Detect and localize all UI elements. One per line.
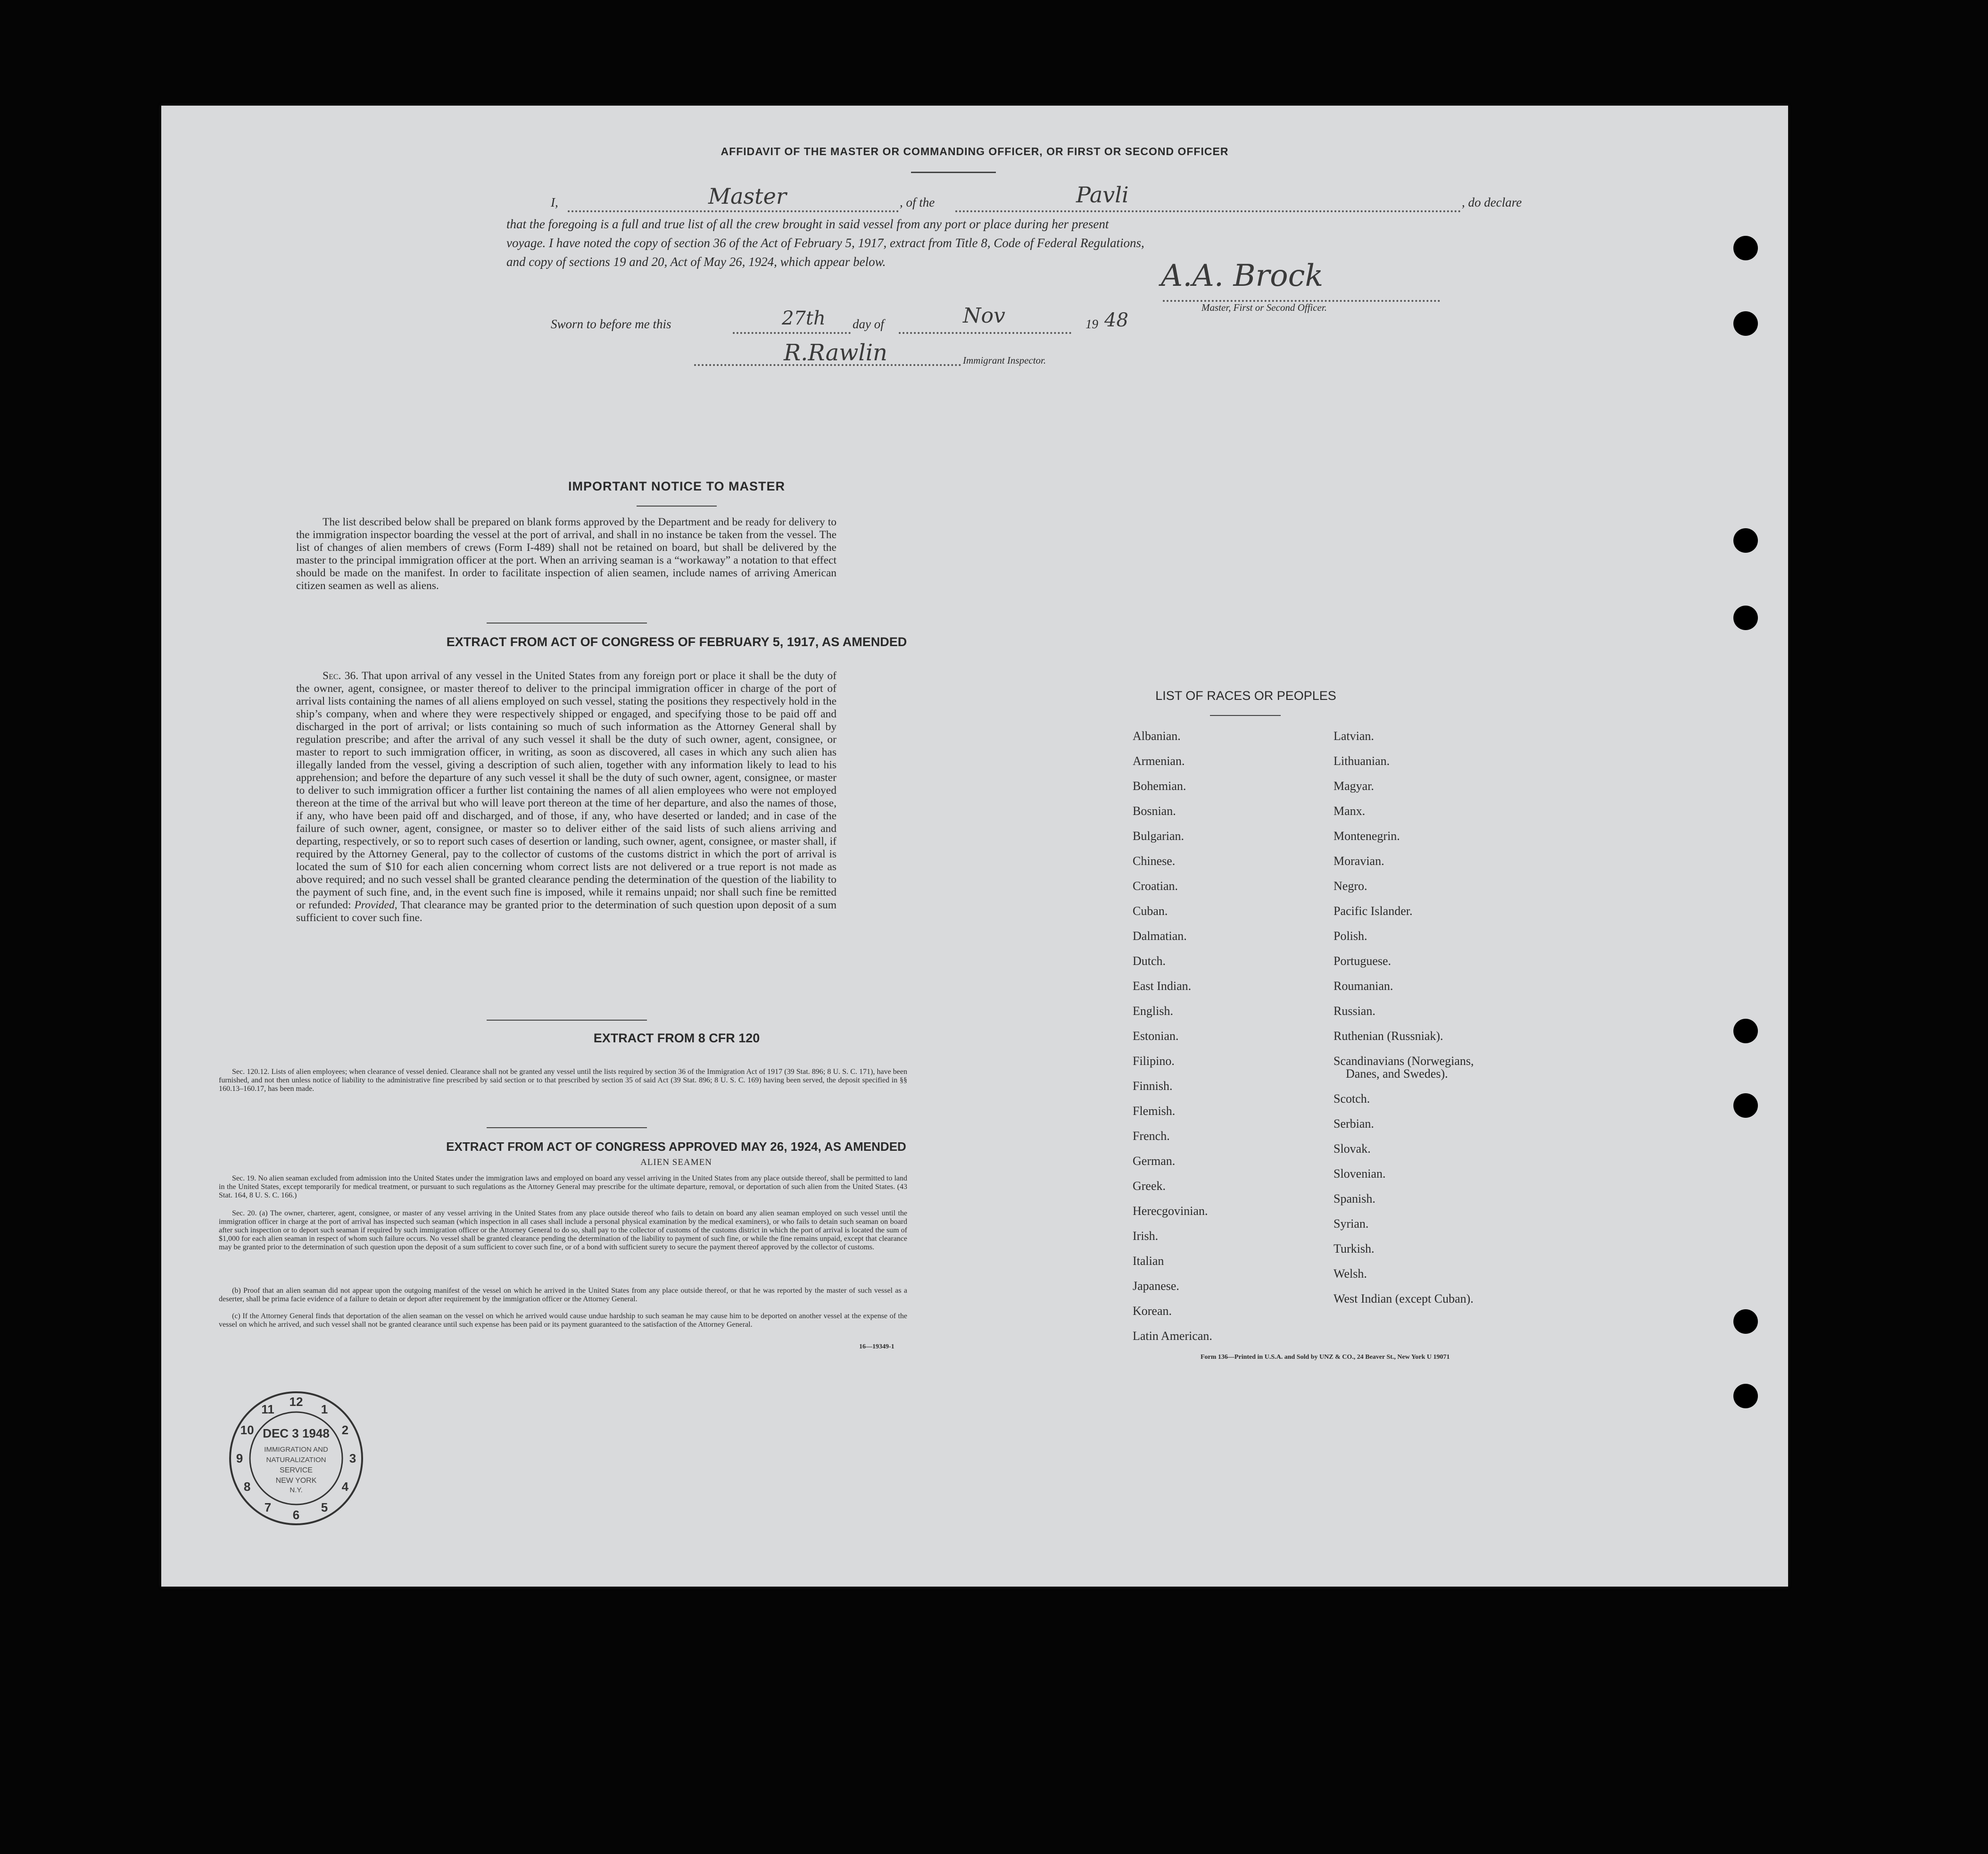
race-item: Polish. xyxy=(1334,929,1367,943)
punch-hole xyxy=(1733,1019,1758,1043)
race-item: Filipino. xyxy=(1133,1054,1175,1068)
race-item: Ruthenian (Russniak). xyxy=(1334,1029,1443,1043)
race-item: Russian. xyxy=(1334,1004,1375,1018)
affidavit-declare-label: , do declare xyxy=(1462,195,1522,209)
extract1917-body-end: That clearance may be granted prior to the determination of such question upon deposit of a sum sufficient to cover such fine. xyxy=(296,899,837,924)
race-item: Estonian. xyxy=(1133,1029,1179,1043)
race-item: West Indian (except Cuban). xyxy=(1334,1292,1474,1305)
inspector-caption: Immigrant Inspector. xyxy=(963,355,1046,366)
affidavit-of-the-label: , of the xyxy=(900,195,935,209)
races-title: LIST OF RACES OR PEOPLES xyxy=(1155,689,1336,703)
stamp-ring-number: 5 xyxy=(321,1500,328,1514)
race-item: Montenegrin. xyxy=(1334,829,1400,843)
extract1924-sec20c: (c) If the Attorney General finds that deportation of the alien seaman on the vessel on which he arrived would cause undue hardship to such seaman he may cause him to be deported on another vessel at the expense of the vessel on which he arrived, and such vessel shall not be granted clearance until such expense has been paid or its payment guaranteed to the satisfaction of the Attorney General. xyxy=(219,1312,907,1329)
notice-title: IMPORTANT NOTICE TO MASTER xyxy=(568,479,785,493)
punch-hole xyxy=(1733,606,1758,630)
race-item: Cuban. xyxy=(1133,904,1168,918)
day-fill-line xyxy=(733,332,851,334)
race-item: English. xyxy=(1133,1004,1173,1018)
affidavit-body-line3: voyage. I have noted the copy of section 36 of the Act of February 5, 1917, extract from Title 8, Code of Federal Regulations, xyxy=(506,236,1144,250)
race-item: Syrian. xyxy=(1334,1217,1369,1230)
extract1924-subtitle: ALIEN SEAMEN xyxy=(640,1157,712,1167)
stamp-ring-number: 1 xyxy=(321,1402,328,1417)
extract1924-title: EXTRACT FROM ACT OF CONGRESS APPROVED MAY 26, 1924, AS AMENDED xyxy=(446,1139,906,1154)
affidavit-body-line2: that the foregoing is a full and true list of all the crew brought in said vessel from any port or place during her present xyxy=(506,217,1109,231)
race-item: Magyar. xyxy=(1334,779,1374,793)
stamp-ring-number: 4 xyxy=(341,1480,349,1494)
race-item: Scotch. xyxy=(1334,1092,1370,1106)
notice-title-rule xyxy=(637,506,717,507)
stamp-line4: NEW YORK xyxy=(275,1477,317,1485)
handwritten-month: Nov xyxy=(963,304,1005,328)
races-title-rule xyxy=(1210,715,1281,716)
race-item: Latvian. xyxy=(1334,729,1374,743)
races-right-column xyxy=(1334,723,1474,1311)
race-item: Roumanian. xyxy=(1334,979,1393,993)
punch-hole xyxy=(1733,236,1758,260)
race-item: Japanese. xyxy=(1133,1279,1179,1293)
race-item: Bulgarian. xyxy=(1133,829,1185,843)
stamp-ring-number: 6 xyxy=(292,1508,300,1522)
race-item: Slovenian. xyxy=(1334,1167,1386,1181)
punch-hole xyxy=(1733,311,1758,336)
race-item: Chinese. xyxy=(1133,854,1176,868)
stamp-ring-number: 2 xyxy=(341,1423,349,1437)
name-fill-line xyxy=(568,210,899,212)
extract1917-end-rule xyxy=(487,1020,647,1021)
race-item: Armenian. xyxy=(1133,754,1185,768)
stamp-line5: N.Y. xyxy=(290,1486,303,1494)
punch-hole xyxy=(1733,1093,1758,1118)
stamp-line1: IMMIGRATION AND xyxy=(264,1446,328,1454)
inspector-signature: R.Rawlin xyxy=(784,340,887,366)
races-left-column xyxy=(1133,723,1212,1348)
affidavit-title: AFFIDAVIT OF THE MASTER OR COMMANDING OFFICER, OR FIRST OR SECOND OFFICER xyxy=(721,145,1229,158)
race-item: Manx. xyxy=(1334,804,1366,818)
race-item: Albanian. xyxy=(1133,729,1181,743)
handwritten-day: 27th xyxy=(782,308,826,329)
stamp-ring-number: 11 xyxy=(261,1402,274,1417)
affidavit-title-rule xyxy=(911,172,996,173)
punch-hole xyxy=(1733,528,1758,553)
affidavit-i-label: I, xyxy=(551,195,558,209)
extract1924-sec20a: Sec. 20. (a) The owner, charterer, agent, consignee, or master of any vessel arriving in the United States from any place outside thereof who fails to detain on board any alien seaman employed on such vessel until the immigration officer in charge at the port of arrival has inspected such seaman (which inspection in all cases shall include a personal physical examination by the medical examiners), or who fails to detain such seaman on board after such inspection or to deport such seaman if required by such immigration officer or the Attorney General to do so, shall pay to the collector of customs of the customs district in which the port of arrival is located the sum of $1,000 for each alien seaman in respect of whom such failure occurs. No vessel shall be granted clearance pending the determination of the liability to payment of such fine, or while the fine remains unpaid, except that clearance may be granted prior to the determination of such question upon the deposit of a sum sufficient to cover such fine, or of a bond with sufficient surety to secure the payment thereof approved by the collector of customs. xyxy=(219,1209,907,1251)
extract1917-text xyxy=(296,670,837,924)
race-item: Scandinavians (Norwegians, xyxy=(1334,1054,1474,1068)
race-item: German. xyxy=(1133,1154,1176,1168)
handwritten-year: 48 xyxy=(1104,309,1128,331)
race-item: Herecgovinian. xyxy=(1133,1204,1208,1218)
extract1924-form-number: 16—19349-1 xyxy=(859,1343,895,1350)
day-of-label: day of xyxy=(853,317,884,331)
affidavit-body-line4: and copy of sections 19 and 20, Act of May 26, 1924, which appear below. xyxy=(506,255,886,269)
stamp-ring-number: 8 xyxy=(243,1480,251,1494)
stamp-line2: NATURALIZATION xyxy=(266,1456,326,1464)
race-item: French. xyxy=(1133,1129,1170,1143)
stamp-date: DEC 3 1948 xyxy=(263,1426,330,1440)
extract1924-sec20b: (b) Proof that an alien seaman did not appear upon the outgoing manifest of the vessel on which he arrived in the United States from any place outside thereof, or that he was reported by the master of such vessel as a deserter, shall be prima facie evidence of a failure to detain or deport after requirement by the immigration officer or the Attorney General. xyxy=(219,1287,907,1303)
cfr-end-rule xyxy=(487,1127,647,1128)
stamp-ring-number: 9 xyxy=(236,1451,243,1465)
immigration-stamp xyxy=(225,1388,367,1529)
master-signature: A.A. Brock xyxy=(1161,258,1324,293)
sworn-label: Sworn to before me this xyxy=(551,317,671,331)
race-item: Pacific Islander. xyxy=(1334,904,1413,918)
race-item: Danes, and Swedes). xyxy=(1346,1067,1448,1081)
race-item: Korean. xyxy=(1133,1304,1172,1318)
handwritten-vessel-name: Pavli xyxy=(1076,182,1129,208)
race-item: Croatian. xyxy=(1133,879,1178,893)
month-fill-line xyxy=(899,332,1071,334)
race-item: Spanish. xyxy=(1334,1192,1375,1206)
race-item: Negro. xyxy=(1334,879,1367,893)
race-item: Irish. xyxy=(1133,1229,1159,1243)
punch-hole xyxy=(1733,1384,1758,1408)
punch-hole xyxy=(1733,1309,1758,1334)
extract1917-section-label: Sec. 36. xyxy=(323,670,359,682)
race-item: Dalmatian. xyxy=(1133,929,1187,943)
extract1917-body: That upon arrival of any vessel in the United States from any foreign port or place it shall be the duty of the owner, agent, consignee, or master thereof to deliver to the principal immigration officer in charge of the port of arrival lists containing the names of all aliens employed on such vessel, stating the positions they respectively hold in the ship’s company, when and where they were respectively shipped or engaged, and specifying those to be paid off and discharged in the port of arrival; or lists containing so much of such information as the Attorney General shall by regulation prescribe; and after the arrival of any such vessel it shall be the duty of such owner, agent, consignee, or master to report to such immigration officer, in writing, as soon as discovered, all cases in which any such alien has illegally landed from the vessel, giving a description of such alien, together with any information likely to lead to his apprehension; and before the departure of any such vessel it shall be the duty of such owner, agent, consignee, or master to deliver to such immigration officer a further list containing the names of all alien employees who were not employed thereon at the time of the arrival but who will leave port thereon at the time of her departure, and also the names of those, if any, who have been paid off and discharged, and of those, if any, who have deserted or landed; and in case of the failure of such owner, agent, consignee, or master so to deliver either of the said lists of such aliens arriving and departing, respectively, or so to report such cases of desertion or landing, such owner, agent, consignee, or master shall, if required by the Attorney General, pay to the collector of customs of the customs district in which the port of arrival is located the sum of $10 for each alien concerning whom correct lists are not delivered or a true report is not made as above required; and no such vessel shall be granted clearance pending the determination of the question of the liability to the payment of such fine, and, in the event such fine is imposed, while it remains unpaid; nor shall such fine be remitted or refunded: xyxy=(296,670,837,911)
stamp-ring-number: 7 xyxy=(264,1500,272,1514)
cfr-text: Sec. 120.12. Lists of alien employees; when clearance of vessel denied. Clearance shall not be granted any vessel until the lists required by section 36 of the Immigration Act of 1917 (39 Stat. 896; 8 U. S. C. 171), have been furnished, and not then unless notice of liability to the administrative fine prescribed by said section or to that prescribed by section 35 of said Act (39 Stat. 896; 8 U. S. C. 169) having been served, the deposit specified in §§ 160.13–160.17, has been made. xyxy=(219,1068,907,1093)
race-item: Slovak. xyxy=(1334,1142,1371,1156)
race-item: Italian xyxy=(1133,1254,1164,1268)
extract1924-sec19: Sec. 19. No alien seaman excluded from admission into the United States under the immigration laws and employed on board any vessel arriving in the United States from any place outside thereof, shall be permitted to land in the United States, except temporarily for medical treatment, or pursuant to such regulations as the Attorney General may prescribe for the ultimate departure, removal, or deportation of such alien from the United States. (43 Stat. 164, 8 U. S. C. 166.) xyxy=(219,1174,907,1199)
race-item: Moravian. xyxy=(1334,854,1384,868)
notice-text: The list described below shall be prepared on blank forms approved by the Department and be ready for delivery to the immigration inspector boarding the vessel at the port of arrival, and shall in no instance be taken from the vessel. The list of changes of alien members of crews (Form I-489) shall not be retained on board, but shall be delivered by the master to the principal immigration officer at the port. When an arriving seaman is a “workaway” a notation to that effect should be made on the manifest. In order to facilitate inspection of alien seamen, include names of arriving American citizen seamen as well as aliens. xyxy=(296,516,837,592)
cfr-title: EXTRACT FROM 8 CFR 120 xyxy=(593,1031,760,1045)
handwritten-name: Master xyxy=(708,183,787,209)
race-item: Serbian. xyxy=(1334,1117,1374,1131)
race-item: Flemish. xyxy=(1133,1104,1176,1118)
extract1917-title: EXTRACT FROM ACT OF CONGRESS OF FEBRUARY 5, 1917, AS AMENDED xyxy=(446,635,907,649)
stamp-ring-number: 12 xyxy=(289,1395,303,1409)
race-item: Dutch. xyxy=(1133,954,1166,968)
document-sheet xyxy=(161,106,1788,1587)
stamp-line3: SERVICE xyxy=(280,1466,313,1474)
race-item: Latin American. xyxy=(1133,1329,1212,1343)
race-item: Finnish. xyxy=(1133,1079,1173,1093)
race-item: Bosnian. xyxy=(1133,804,1176,818)
races-form-footer: Form 136—Printed in U.S.A. and Sold by UNZ & CO., 24 Beaver St., New York U 19071 xyxy=(1201,1354,1450,1361)
race-item: Turkish. xyxy=(1334,1242,1375,1255)
race-item: Bohemian. xyxy=(1133,779,1186,793)
race-item: Welsh. xyxy=(1334,1267,1367,1280)
year-print: 19 xyxy=(1085,317,1098,331)
race-item: Lithuanian. xyxy=(1334,754,1390,768)
stamp-ring-number: 10 xyxy=(240,1423,254,1437)
signature-caption: Master, First or Second Officer. xyxy=(1201,302,1327,313)
race-item: East Indian. xyxy=(1133,979,1192,993)
vessel-fill-line xyxy=(955,210,1461,212)
extract1917-proviso-label: Provided, xyxy=(354,899,398,911)
race-item: Greek. xyxy=(1133,1179,1166,1193)
stamp-ring-number: 3 xyxy=(349,1451,356,1465)
race-item: Portuguese. xyxy=(1334,954,1392,968)
notice-end-rule xyxy=(487,623,647,624)
